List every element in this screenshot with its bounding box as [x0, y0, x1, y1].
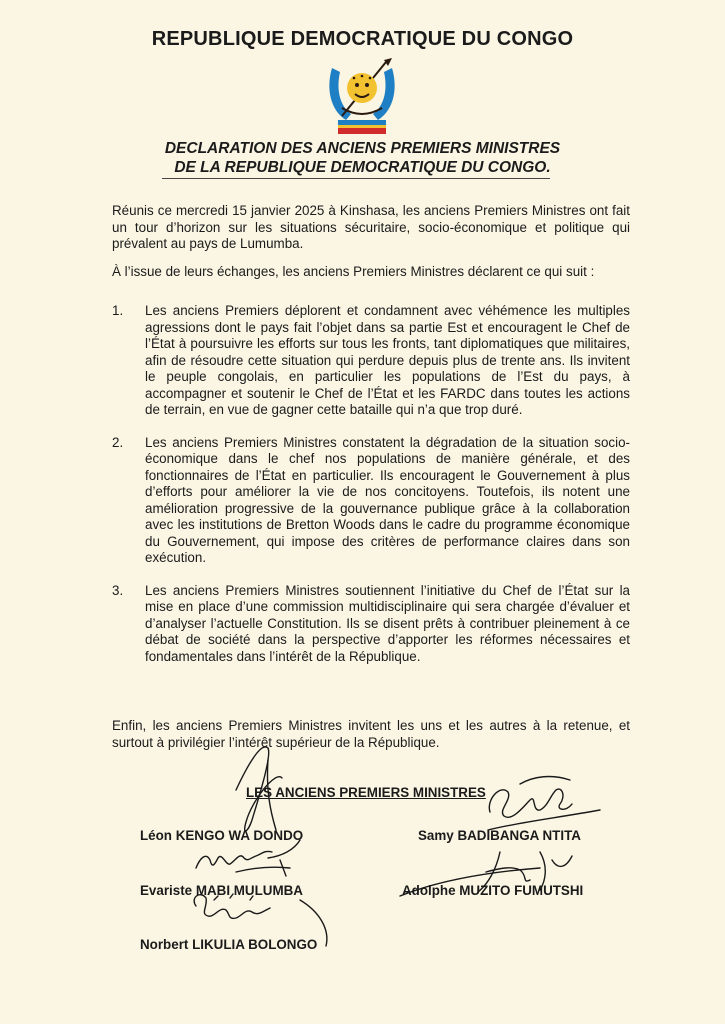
list-item-text: Les anciens Premiers Ministres soutiennent l’initiative du Chef de l’État sur la mise en place d’une commission multidisciplinaire qui sera chargée d’évaluer et d’analyser l’actuelle Constitution. Ils se disent prêts à contribuer pleinement à ce débat de société dans la perspective d’apporter les réformes nécessaires et fondamentales dans l’intérêt de la République. — [145, 582, 630, 664]
country-title: REPUBLIQUE DEMOCRATIQUE DU CONGO — [151, 28, 574, 50]
declaration-list — [112, 303, 630, 681]
list-item — [112, 303, 630, 419]
closing-paragraph: Enfin, les anciens Premiers Ministres invitent les uns et les autres à la retenue, et surtout à privilégier l’intérêt supérieur de la République. — [112, 718, 630, 750]
signatory-name: Samy BADIBANGA NTITA — [418, 828, 581, 843]
list-item — [112, 583, 630, 666]
list-item-number: 2. — [112, 434, 124, 450]
list-item-text: Les anciens Premiers Ministres constatent la dégradation de la situation socio-économique dans le chef nos populations de manière générale, et des fonctionnaires de l’État en particulier. Ils encouragent le Gouvernement à plus d’efforts pour améliorer la vie de nos concitoyens. Toutefois, ils notent une amélioration progressive de la gouvernance publique grâce à la collaboration avec les institutions de Bretton Woods dans le cadre du programme économique du Gouvernement, qui impose des critères de performance claires dans son exécution. — [145, 434, 630, 565]
signature-badibanga — [489, 789, 572, 817]
declaration-title-line-2: DE LA REPUBLIQUE DEMOCRATIQUE DU CONGO. — [174, 159, 551, 176]
signatory-name: Evariste MABI MULUMBA — [140, 883, 303, 898]
signatory-name: Norbert LIKULIA BOLONGO — [140, 937, 318, 952]
signatory-name: Adolphe MUZITO FUMUTSHI — [402, 883, 584, 898]
signature-mabi — [196, 851, 272, 868]
list-item-text: Les anciens Premiers déplorent et condamnent avec véhémence les multiples agressions dont le pays fait l’objet dans sa partie Est et encouragent le Chef de l’État à poursuivre les efforts sur tous les fronts, tant diplomatiques que militaires, afin de résoudre cette situation qui perdure depuis plus de trente ans. Ils invitent le peuple congolais, en particulier les populations de l’Est du pays, à accompagner et soutenir le Chef de l’État et les FARDC dans toutes les actions de terrain, en vue de gagner cette bataille qui n’a que trop duré. — [145, 303, 630, 417]
lead-paragraph: À l’issue de leurs échanges, les anciens Premiers Ministres déclarent ce qui suit : — [112, 264, 595, 279]
signature-likulia — [194, 895, 270, 919]
list-item-number: 1. — [112, 303, 124, 318]
congo-coat-of-arms-icon — [324, 58, 400, 136]
list-item-number: 3. — [112, 582, 124, 598]
title-underline — [162, 178, 550, 179]
list-item — [112, 435, 630, 567]
intro-paragraph: Réunis ce mercredi 15 janvier 2025 à Kinshasa, les anciens Premiers Ministres ont fait un tour d’horizon sur les situations sécuritaire, socio-économique et politique qui prévalent au pays de Lumumba. — [112, 203, 630, 251]
signatories-heading: LES ANCIENS PREMIERS MINISTRES — [246, 785, 486, 800]
declaration-title — [0, 139, 725, 177]
signatory-name: Léon KENGO WA DONDO — [140, 828, 304, 843]
declaration-title-line-1: DECLARATION DES ANCIENS PREMIERS MINISTRES — [164, 140, 561, 157]
